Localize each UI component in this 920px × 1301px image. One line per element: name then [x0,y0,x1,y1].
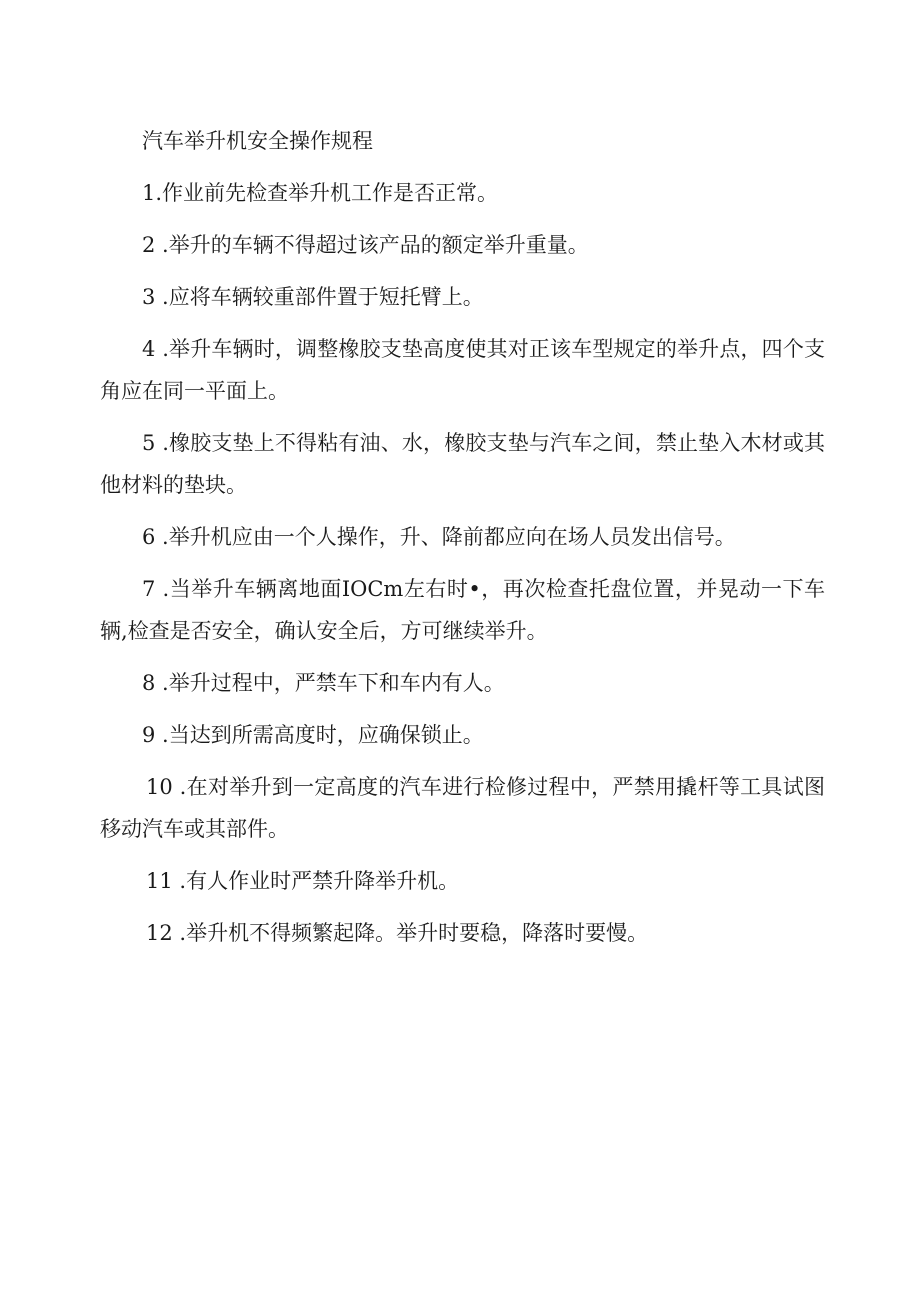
rule-number: 5 . [142,431,169,455]
rule-item-10 [100,766,825,850]
rule-text: 当举升车辆离地面IOCm左右时•，再次检查托盘位置，并晃动一下车辆,检查是否安全，确认安全后，方可继续举升。 [100,577,825,643]
rule-number: 2 . [142,233,169,257]
rule-text: 举升过程中，严禁车下和车内有人。 [168,671,505,695]
rule-number: 4 . [142,337,169,361]
rule-item-3 [100,276,825,318]
rule-number: 12 . [146,921,187,945]
document-title: 汽车举升机安全操作规程 [142,129,373,153]
rule-item-12 [100,912,825,954]
rule-text: 应将车辆较重部件置于短托臂上。 [168,285,484,309]
rule-text: 有人作业时严禁升降举升机。 [186,869,460,893]
rule-number: 11 . [146,869,187,893]
rule-number: 7 . [142,577,170,601]
rule-item-11 [100,860,825,902]
rule-item-6 [100,516,825,558]
rule-number: 1. [142,181,163,205]
rule-number: 3 . [142,285,169,309]
rule-text: 举升的车辆不得超过该产品的额定举升重量。 [168,233,589,257]
rule-item-8 [100,662,825,704]
rule-item-2 [100,224,825,266]
rule-item-4 [100,328,825,412]
rule-text: 作业前先检查举升机工作是否正常。 [162,181,499,205]
rule-text: 橡胶支垫上不得粘有油、水，橡胶支垫与汽车之间，禁止垫入木材或其他材料的垫块。 [100,431,826,497]
document-body [100,120,825,964]
rule-number: 9 . [142,723,169,747]
rule-item-7 [100,568,825,652]
rule-text: 举升机不得频繁起降。举升时要稳，降落时要慢。 [186,921,649,945]
rule-number: 10 . [146,775,187,799]
rule-number: 6 . [142,525,169,549]
rule-text: 在对举升到一定高度的汽车进行检修过程中，严禁用撬杆等工具试图移动汽车或其部件。 [100,775,826,841]
rule-text: 举升车辆时，调整橡胶支垫高度使其对正该车型规定的举升点，四个支角应在同一平面上。 [100,337,826,403]
rule-text: 举升机应由一个人操作，升、降前都应向在场人员发出信号。 [168,525,736,549]
rule-item-1 [100,172,825,214]
rule-number: 8 . [142,671,169,695]
rule-item-5 [100,422,825,506]
rule-text: 当达到所需高度时，应确保锁止。 [168,723,484,747]
rule-item-9 [100,714,825,756]
